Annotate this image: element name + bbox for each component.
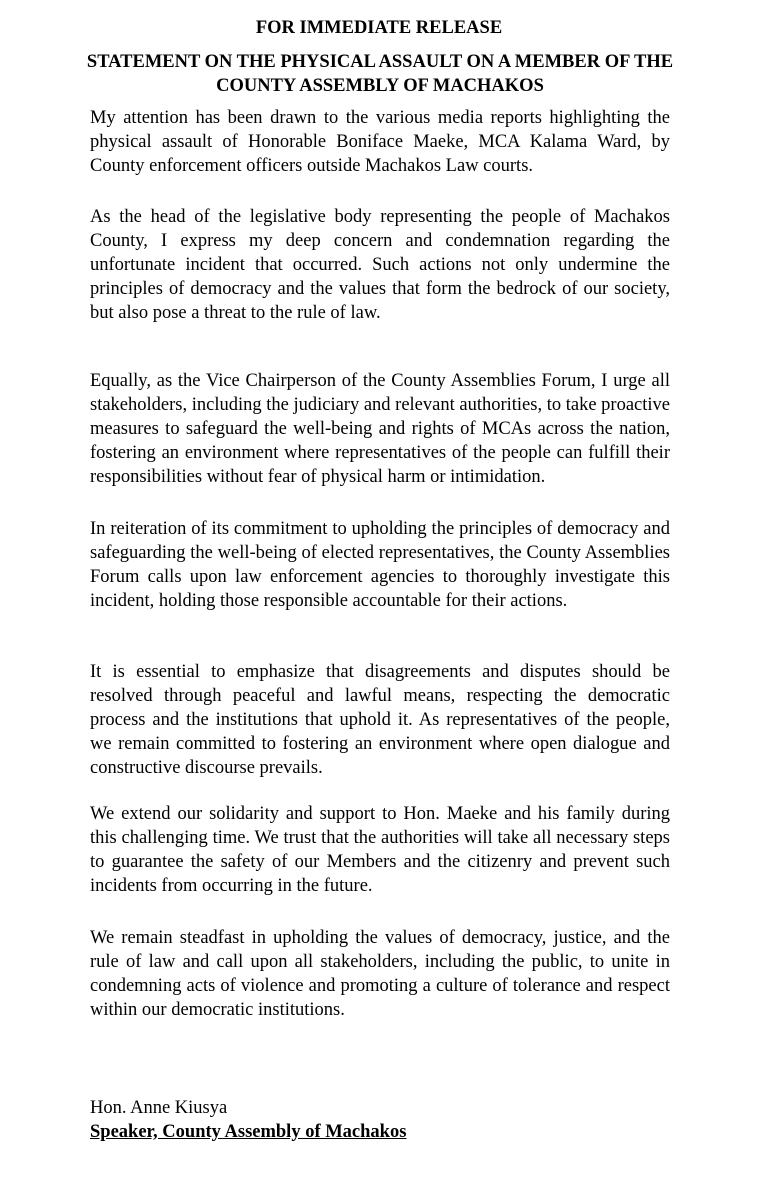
release-label: FOR IMMEDIATE RELEASE: [255, 18, 503, 38]
body-paragraph: We extend our solidarity and support to Hon. Maeke and his family during this challenging time. We trust that the authorities will take all necessary steps to guarantee the safety of our Members and the citizenry and prevent such incidents from occurring in the future.: [90, 804, 670, 896]
signatory-name: Hon. Anne Kiusya: [90, 1098, 228, 1118]
body-paragraph: It is essential to emphasize that disagreements and disputes should be resolved through peaceful and lawful means, respecting the democratic process and the institutions that uphold it. As representatives of the people, we remain committed to fostering an environment where open dialogue and constructive discourse prevails.: [90, 662, 670, 778]
body-paragraph: Equally, as the Vice Chairperson of the County Assemblies Forum, I urge all stakeholders, including the judiciary and relevant authorities, to take proactive measures to safeguard the well-being and rights of MCAs across the nation, fostering an environment where representatives of the people can fulfill their responsibilities without fear of physical harm or intimidation.: [90, 371, 670, 487]
body-paragraph: My attention has been drawn to the various media reports highlighting the physical assault of Honorable Boniface Maeke, MCA Kalama Ward, by County enforcement officers outside Machakos Law courts.: [90, 108, 670, 176]
signature-block: [90, 1096, 406, 1144]
body-paragraph: In reiteration of its commitment to upholding the principles of democracy and safeguarding the well-being of elected representatives, the County Assemblies Forum calls upon law enforcement agencies to thoroughly investigate this incident, holding those responsible accountable for their actions.: [90, 519, 670, 611]
signatory-title: Speaker, County Assembly of Machakos: [90, 1122, 407, 1142]
body-paragraph: We remain steadfast in upholding the values of democracy, justice, and the rule of law and call upon all stakeholders, including the public, to unite in condemning acts of violence and promoting a culture of tolerance and respect within our democratic institutions.: [90, 928, 670, 1020]
body-paragraph: As the head of the legislative body representing the people of Machakos County, I express my deep concern and condemnation regarding the unfortunate incident that occurred. Such actions not only undermine the principles of democracy and the values that form the bedrock of our society, but also pose a threat to the rule of law.: [90, 207, 670, 323]
statement-title: STATEMENT ON THE PHYSICAL ASSAULT ON A MEMBER OF THE COUNTY ASSEMBLY OF MACHAKOS: [86, 52, 674, 96]
